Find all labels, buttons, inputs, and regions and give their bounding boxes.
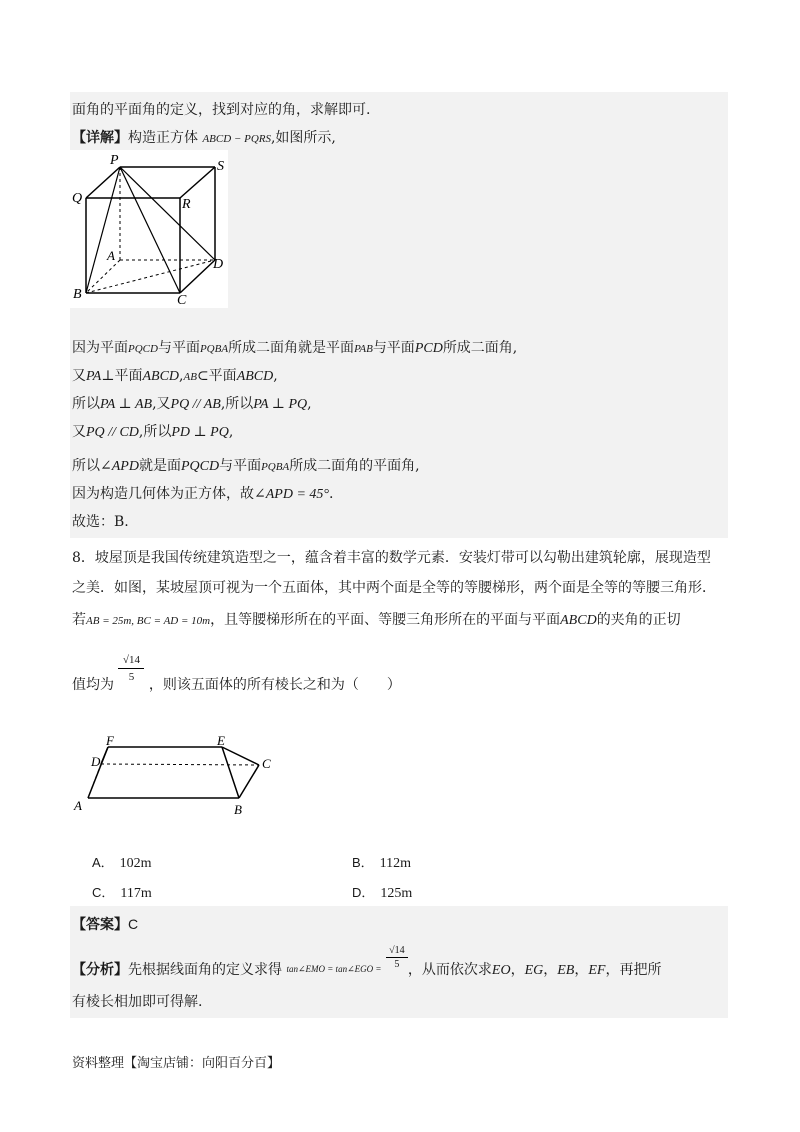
cube-label-p: P [110,153,119,168]
detail-line [72,128,336,149]
roof-figure [72,732,284,822]
option-b-label: B． [352,855,374,870]
math: PA ⊥ PQ [253,397,308,412]
text: ，且等腰梯形所在的平面、等腰三角形所在的平面与平面 [210,612,561,628]
question-line-3 [72,610,681,631]
math: PQBA [199,343,229,355]
reasoning-line-3 [72,394,312,415]
analysis-post: ，再把所 [605,961,662,978]
text: 所成二面角, [442,340,518,356]
detail-text-post: ,如图所示, [270,130,336,146]
roof-label-e: E [217,733,225,748]
analysis-m4: EF [588,962,606,978]
analysis-line-1 [72,946,661,986]
text: ,所以 [138,424,172,440]
cube-label-s: S [217,159,224,174]
option-c-label: C． [92,885,115,900]
text: 因为构造几何体为正方体，故 [72,486,254,502]
math: ∠APD [100,459,139,474]
text: 的夹角的正切 [596,612,681,628]
text: . [329,486,334,502]
text: , [273,368,278,384]
analysis-fraction-numerator: √14 [389,945,405,956]
option-b-value: 112m [379,856,412,871]
text: , [228,424,234,440]
text: ,又 [152,396,171,412]
math: ABCD [236,369,274,384]
question-number: 8． [72,550,95,566]
text: 所以 [72,458,100,474]
question-line-4 [72,656,401,700]
reasoning-line-5 [72,456,420,477]
analysis-math: tan∠EMO = tan∠EGO = [286,963,382,974]
option-d-label: D． [352,885,375,900]
detail-tag: 【详解】 [72,130,128,146]
analysis-tail: 面角的平面角的定义，找到对应的角，求解即可. [72,102,371,118]
analysis-m2: EG [524,962,544,978]
cube-label-c: C [177,293,187,308]
reasoning-line-2 [72,366,278,387]
math: ∠APD = 45° [254,487,329,502]
analysis-line-2: 有棱长相加即可得解. [72,994,203,1010]
text: ,所以 [220,396,254,412]
roof-label-a: A [74,798,82,813]
analysis-pre: 先根据线面角的定义求得 [128,961,282,978]
reasoning-line-6 [72,484,333,505]
question-line-1 [72,548,711,568]
option-a-label: A． [92,855,114,870]
option-b[interactable] [352,852,411,872]
text: ⊥平面 [101,368,143,384]
option-c-value: 117m [120,886,152,901]
roof-label-b: B [234,802,242,817]
math: PQ // CD [86,425,139,440]
text: , [307,396,312,412]
text: 与平面 [157,340,200,356]
math: PCD [414,341,443,356]
cube-label-a: A [107,248,115,263]
analysis-s3: ， [574,961,589,978]
math: AB = 25m, BC = AD = 10m [86,615,211,627]
math: PD ⊥ PQ [171,425,229,440]
text: 所成二面角就是平面 [228,340,355,356]
text: 所成二面角的平面角, [289,458,420,474]
math: PQBA [261,461,290,473]
option-a-value: 102m [119,856,152,871]
option-d-value: 125m [380,886,413,901]
choice-line: 故选：B. [72,514,129,530]
analysis-fraction [386,944,408,971]
reasoning-line-4 [72,422,233,443]
math: PA ⊥ AB [100,397,153,412]
fraction-numerator: √14 [122,654,140,666]
detail-text-pre: 构造正方体 [128,130,198,146]
math: ABCD [142,369,180,384]
cube-label-d: D [213,257,224,272]
option-a[interactable] [92,852,152,872]
text: 就是面 [138,458,181,474]
option-d[interactable] [352,882,412,902]
text: ⊂平面 [196,368,237,384]
math: PA [86,369,102,384]
text: , [179,368,184,384]
cube-label-q: Q [72,191,83,206]
analysis-mid: ，从而依次求 [407,961,492,978]
footer-credit: 资料整理【淘宝店铺：向阳百分百】 [72,1056,281,1071]
math: ABCD [560,613,597,628]
roof-label-f: F [106,733,114,748]
answer-line [72,914,138,935]
option-c[interactable] [92,882,152,902]
text: 又 [72,368,86,384]
text: 坡屋顶是我国传统建筑造型之一，蕴含着丰富的数学元素．安装灯带可以勾勒出建筑轮廓，展现造型 [94,550,711,566]
cube-figure [70,150,228,308]
math: PAB [354,343,373,355]
fraction [118,652,144,685]
detail-math: ABCD − PQRS [202,133,271,145]
analysis-tag: 【分析】 [72,961,128,978]
cube-label-r: R [182,197,191,212]
math: PQ // AB [170,397,221,412]
text: 与平面 [219,458,262,474]
text: 值均为 [72,676,114,693]
reasoning-line-1 [72,338,517,359]
text: 所以 [72,396,100,412]
answer-value: C [128,916,139,932]
analysis-s1: ， [510,961,525,978]
analysis-s2: ， [543,961,558,978]
text: 若 [72,612,86,628]
math: AB [183,371,197,383]
text: ，则该五面体的所有棱长之和为（ ） [148,676,401,693]
roof-label-d: D [91,754,101,769]
answer-tag: 【答案】 [72,917,128,933]
text: 与平面 [372,340,415,356]
math: PQCD [180,459,220,474]
math: PQCD [128,343,158,355]
text: 又 [72,424,86,440]
question-line-2: 之美．如图，某坡屋顶可视为一个五面体，其中两个面是全等的等腰梯形，两个面是全等的等腰三角形． [72,580,716,596]
text: 因为平面 [72,340,128,356]
analysis-m1: EO [491,962,511,978]
analysis-m3: EB [557,962,575,978]
cube-label-b: B [73,287,82,302]
fraction-denominator: 5 [128,671,135,683]
roof-label-c: C [262,756,271,771]
analysis-fraction-denominator: 5 [394,959,400,970]
